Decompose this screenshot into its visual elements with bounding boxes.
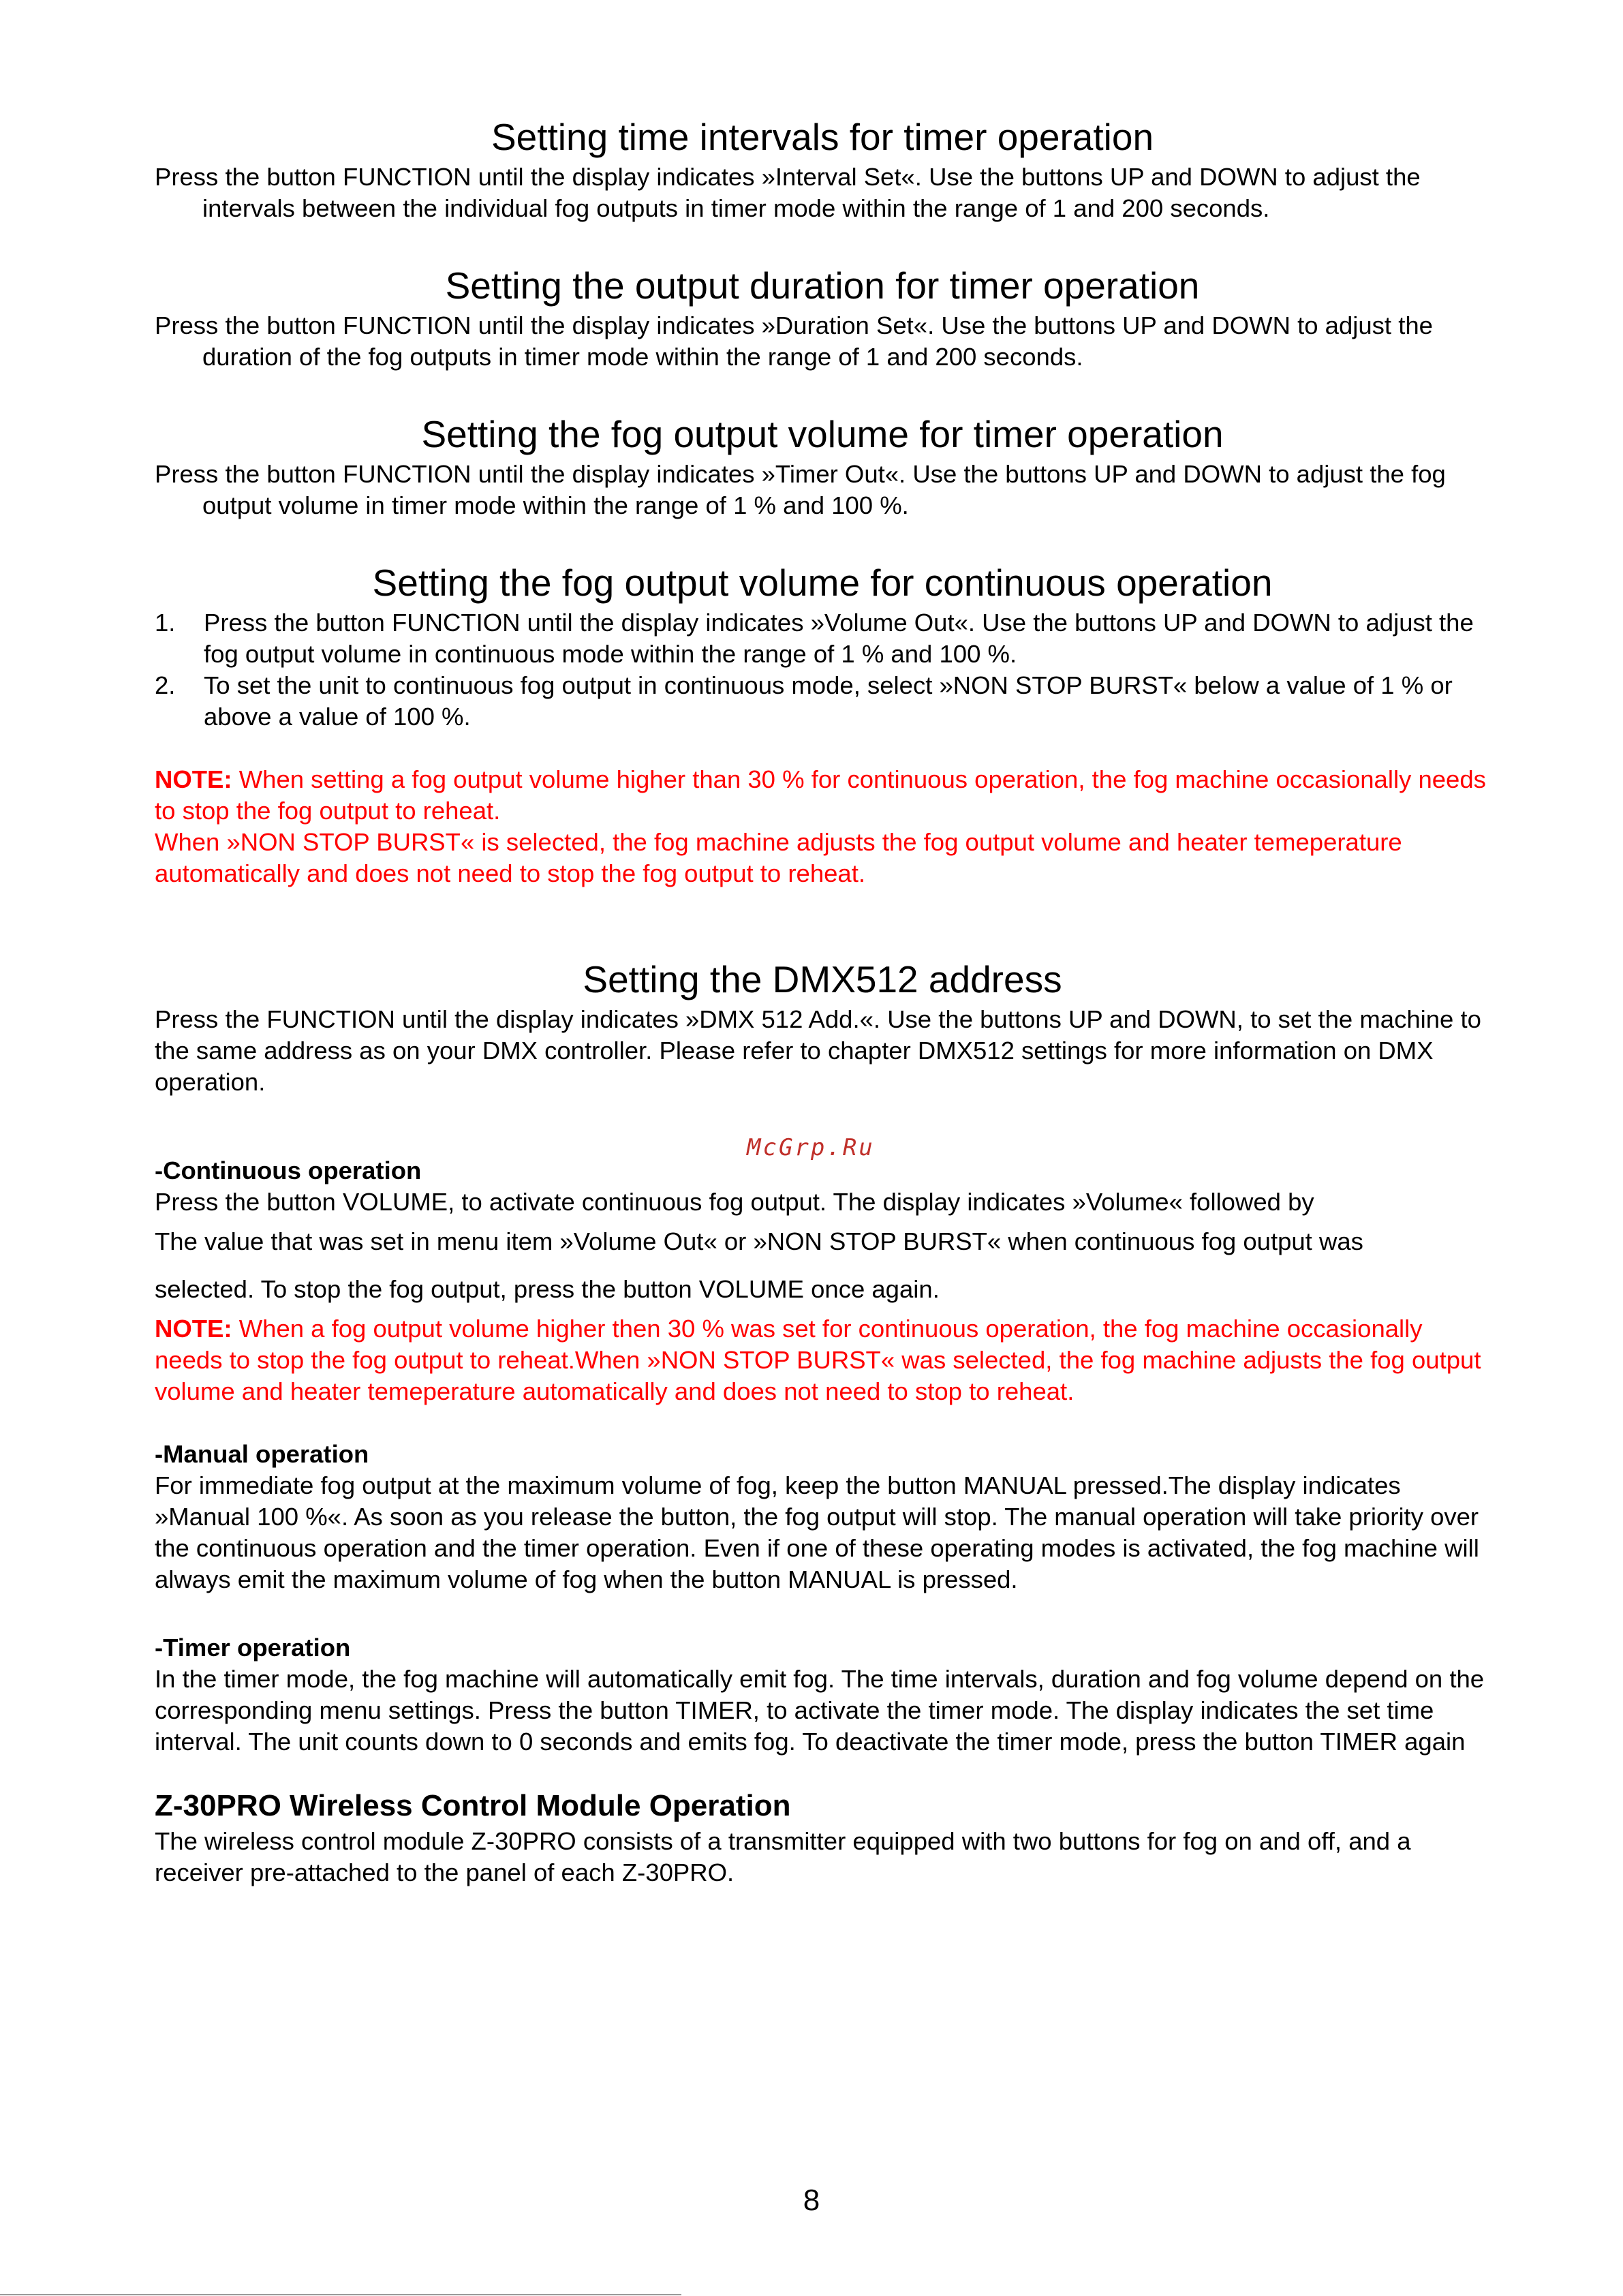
- section-title-dmx: Setting the DMX512 address: [583, 958, 1062, 1000]
- paragraph-dmx: Press the FUNCTION until the display indicates »DMX 512 Add.«. Use the buttons UP and DOWN, to set the machine to the same address as on your DMX controller. Please refer to chapter DMX512 settings for more information on DMX operation.: [155, 1005, 1481, 1096]
- paragraph-duration: Press the button FUNCTION until the display indicates »Duration Set«. Use the buttons UP and DOWN to adjust the duration of the fog outputs in timer mode within the range of 1 and 200 seconds.: [155, 311, 1433, 371]
- list-item-number: 1.: [155, 609, 176, 637]
- note-continuous-operation: [155, 1313, 1490, 1407]
- section-title-timer-volume: Setting the fog output volume for timer operation: [421, 413, 1224, 455]
- list-item: [155, 607, 1490, 670]
- paragraph-interval: Press the button FUNCTION until the display indicates »Interval Set«. Use the buttons UP and DOWN to adjust the intervals between the individual fog outputs in timer mode within the range of 1 and 200 seconds.: [155, 163, 1421, 222]
- section-title-duration: Setting the output duration for timer operation: [445, 264, 1200, 307]
- note-label: NOTE:: [155, 1315, 232, 1343]
- heading-manual-operation: -Manual operation: [155, 1440, 369, 1468]
- section-title-continuous-volume: Setting the fog output volume for continuous operation: [372, 562, 1273, 604]
- continuous-operation-line-1: Press the button VOLUME, to activate continuous fog output. The display indicates »Volume« followed by: [155, 1188, 1314, 1216]
- list-item-text: To set the unit to continuous fog output in continuous mode, select »NON STOP BURST« below a value of 1 % or above a value of 100 %.: [204, 671, 1453, 731]
- list-item-number: 2.: [155, 671, 176, 699]
- note-text: When setting a fog output volume higher than 30 % for continuous operation, the fog machine occasionally needs to stop the fog output to reheat.: [155, 765, 1486, 825]
- watermark: McGrp.Ru: [747, 1134, 875, 1161]
- paragraph-manual-operation: For immediate fog output at the maximum volume of fog, keep the button MANUAL pressed.The display indicates »Manual 100 %«. As soon as you release the button, the fog output will stop. The manual operation will take priority over the continuous operation and the timer operation. Even if one of these operating modes is activated, the fog machine will always emit the maximum volume of fog when the button MANUAL is pressed.: [155, 1471, 1479, 1593]
- note-label: NOTE:: [155, 765, 232, 793]
- paragraph-wireless-module: The wireless control module Z-30PRO consists of a transmitter equipped with two buttons for fog on and off, and a receiver pre-attached to the panel of each Z-30PRO.: [155, 1827, 1411, 1886]
- paragraph-timer-volume: Press the button FUNCTION until the display indicates »Timer Out«. Use the buttons UP and DOWN to adjust the fog output volume in timer mode within the range of 1 % and 100 %.: [155, 460, 1446, 519]
- heading-continuous-operation: -Continuous operation: [155, 1157, 422, 1184]
- document-page: [155, 112, 1490, 1888]
- list-item: [155, 670, 1490, 733]
- note-continuous-volume: [155, 764, 1490, 827]
- list-item-text: Press the button FUNCTION until the display indicates »Volume Out«. Use the buttons UP and DOWN to adjust the fog output volume in continuous mode within the range of 1 % and 100 %.: [204, 609, 1474, 668]
- continuous-operation-line-2: The value that was set in menu item »Volume Out« or »NON STOP BURST« when continuous fog output was: [155, 1227, 1363, 1255]
- page-number: 8: [803, 2184, 820, 2217]
- heading-wireless-module: Z-30PRO Wireless Control Module Operation: [155, 1789, 791, 1822]
- section-title-interval: Setting time intervals for timer operation: [491, 116, 1154, 158]
- paragraph-timer-operation: In the timer mode, the fog machine will automatically emit fog. The time intervals, duration and fog volume depend on the corresponding menu settings. Press the button TIMER, to activate the timer mode. The display indicates the set time interval. The unit counts down to 0 seconds and emits fog. To deactivate the timer mode, press the button TIMER again: [155, 1665, 1485, 1756]
- footer-divider: [0, 2294, 681, 2295]
- continuous-volume-steps: [155, 607, 1490, 733]
- continuous-operation-line-3: selected. To stop the fog output, press the button VOLUME once again.: [155, 1275, 940, 1303]
- note-text: When a fog output volume higher then 30 % was set for continuous operation, the fog machine occasionally needs to stop the fog output to reheat.When »NON STOP BURST« was selected, the fog machine adjusts the fog output volume and heater temeperature automatically and does not need to stop to reheat.: [155, 1315, 1481, 1405]
- heading-timer-operation: -Timer operation: [155, 1634, 351, 1662]
- note-non-stop-burst: When »NON STOP BURST« is selected, the fog machine adjusts the fog output volume and heater temeperature automatically and does not need to stop the fog output to reheat.: [155, 828, 1402, 887]
